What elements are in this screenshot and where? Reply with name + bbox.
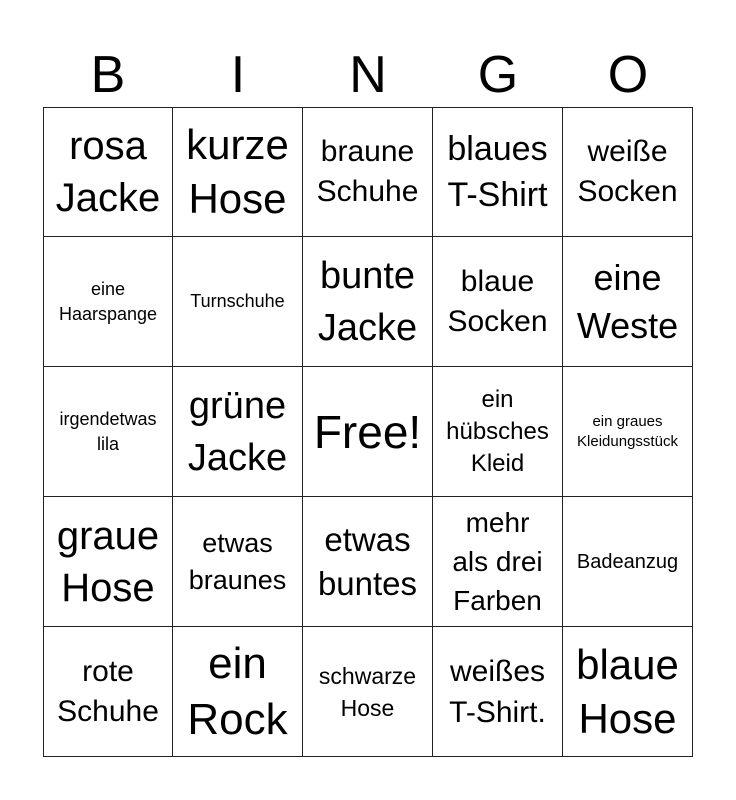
cell-text: bunte Jacke [317,254,418,349]
cell-text: ein hübsches Kleid [446,385,549,477]
cell-text: eine Haarspange [58,278,158,324]
cell-text: braune Schuhe [316,135,419,208]
header-letter-o: O [607,46,649,104]
bingo-cell[interactable] [563,627,693,757]
cell-text: etwas braunes [188,527,287,595]
header-letter-i: I [230,46,246,104]
bingo-cell[interactable] [43,107,173,237]
bingo-cell[interactable] [173,627,303,757]
cell-text: kurze Hose [186,121,289,222]
cell-text: schwarze Hose [318,662,417,721]
bingo-cell[interactable] [563,237,693,367]
bingo-cell[interactable] [563,367,693,497]
bingo-cell[interactable] [173,237,303,367]
bingo-header [43,42,693,108]
bingo-cell[interactable] [43,237,173,367]
cell-text: ein Rock [187,638,288,744]
bingo-cell[interactable] [303,237,433,367]
header-letter-n: N [349,46,387,104]
cell-text: ein graues Kleidungsstück [577,412,678,450]
bingo-cell[interactable] [303,497,433,627]
cell-text: eine Weste [576,256,679,346]
cell-text-free: Free! [313,405,422,458]
bingo-cell[interactable] [173,497,303,627]
bingo-cell[interactable] [173,107,303,237]
bingo-cell[interactable] [43,497,173,627]
bingo-cell[interactable] [563,107,693,237]
header-letter-b: B [90,46,126,104]
bingo-cell[interactable] [303,107,433,237]
bingo-cell[interactable] [433,107,563,237]
bingo-cell[interactable] [43,627,173,757]
cell-text: Turnschuhe [190,291,285,311]
bingo-cell[interactable] [173,367,303,497]
bingo-cell[interactable] [563,497,693,627]
bingo-cell[interactable] [433,627,563,757]
cell-text: blaue Socken [447,264,548,338]
cell-text: weiße Socken [577,135,678,208]
cell-text: irgendetwas lila [59,408,157,454]
header-letter-g: G [477,46,519,104]
bingo-cell[interactable] [303,627,433,757]
cell-text: blaue Hose [576,640,679,742]
cell-text: Badeanzug [576,550,679,573]
cell-text: mehr als drei Farben [452,507,543,616]
cell-text: grüne Jacke [187,384,288,479]
cell-text: rote Schuhe [57,654,159,728]
bingo-cell[interactable] [433,497,563,627]
cell-text: etwas buntes [317,520,418,602]
cell-text: rosa Jacke [55,124,161,220]
bingo-cell[interactable] [433,237,563,367]
bingo-cell-free[interactable] [303,367,433,497]
cell-text: blaues T-Shirt [447,130,548,214]
cell-text: weißes T-Shirt. [449,654,546,729]
cell-text: graue Hose [56,513,160,610]
bingo-cell[interactable] [433,367,563,497]
bingo-cell[interactable] [43,367,173,497]
bingo-board [43,107,693,757]
